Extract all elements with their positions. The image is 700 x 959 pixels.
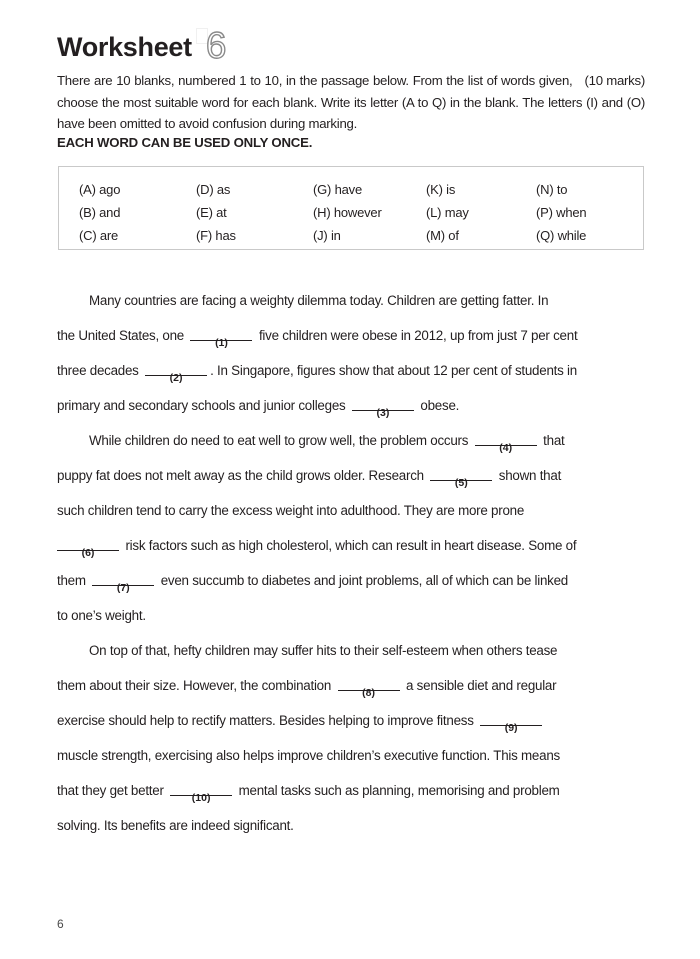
- passage-line: [57, 283, 647, 318]
- word-option: (N) to: [536, 182, 568, 197]
- word-option: (J) in: [313, 228, 341, 243]
- passage-text: five children were obese in 2012, up from just 7 per cent: [255, 328, 578, 343]
- word-bank-column: [196, 178, 313, 247]
- word-option: (D) as: [196, 182, 231, 197]
- passage-text: that they get better: [57, 783, 168, 798]
- passage-line: [57, 598, 647, 633]
- passage-text: obese.: [416, 398, 460, 413]
- word-option: (B) and: [79, 205, 121, 220]
- worksheet-number: 6: [205, 25, 227, 66]
- passage-text: even succumb to diabetes and joint problems, all of which can be linked: [157, 573, 568, 588]
- word-option: (F) has: [196, 228, 236, 243]
- marks-label: (10 marks): [584, 73, 645, 88]
- passage-text: a sensible diet and regular: [402, 678, 557, 693]
- passage-line: [57, 493, 647, 528]
- word-option: (H) however: [313, 205, 382, 220]
- passage-text: them about their size. However, the combination: [57, 678, 335, 693]
- blank-number: (4): [499, 442, 513, 454]
- passage-text: puppy fat does not melt away as the child grows older. Research: [57, 468, 428, 483]
- blank-number: (10): [191, 792, 211, 804]
- word-bank-column: [79, 178, 196, 247]
- word-bank-column: [536, 178, 636, 247]
- each-word-once-note: EACH WORD CAN BE USED ONLY ONCE.: [57, 135, 313, 150]
- word-option: (E) at: [196, 205, 227, 220]
- word-option: (K) is: [426, 182, 456, 197]
- passage-line: [57, 528, 647, 563]
- passage-line: [57, 633, 647, 668]
- word-option: (M) of: [426, 228, 459, 243]
- answer-blank[interactable]: [352, 398, 414, 419]
- passage-text: primary and secondary schools and junior colleges: [57, 398, 349, 413]
- word-bank-column: [426, 178, 536, 247]
- passage-line: [57, 563, 647, 598]
- footer-page-number: 6: [57, 917, 64, 931]
- passage-text: the United States, one: [57, 328, 188, 343]
- answer-blank[interactable]: [57, 538, 119, 559]
- passage-text: mental tasks such as planning, memorising and problem: [235, 783, 560, 798]
- passage-text: . In Singapore, figures show that about 12 per cent of students in: [210, 363, 577, 378]
- passage-line: [57, 773, 647, 808]
- blank-number: (8): [362, 687, 375, 699]
- passage-text: Many countries are facing a weighty dilemma today. Children are getting fatter. In: [89, 293, 549, 308]
- word-option: (G) have: [313, 182, 362, 197]
- passage-text: them: [57, 573, 90, 588]
- passage-text: While children do need to eat well to grow well, the problem occurs: [89, 433, 472, 448]
- word-option: (P) when: [536, 205, 587, 220]
- passage-text: three decades: [57, 363, 143, 378]
- answer-blank[interactable]: [145, 363, 207, 384]
- answer-blank[interactable]: [170, 783, 232, 804]
- word-option: (L) may: [426, 205, 469, 220]
- blank-number: (1): [215, 337, 228, 349]
- passage-line: [57, 668, 647, 703]
- answer-blank[interactable]: [92, 573, 154, 594]
- answer-blank[interactable]: [480, 713, 542, 734]
- passage-line: [57, 318, 647, 353]
- passage-line: [57, 423, 647, 458]
- word-bank-box: [58, 166, 644, 250]
- page-title: Worksheet: [57, 32, 192, 63]
- answer-blank[interactable]: [338, 678, 400, 699]
- passage-text: solving. Its benefits are indeed significant.: [57, 818, 294, 833]
- blank-number: (3): [376, 407, 390, 419]
- instructions-body: There are 10 blanks, numbered 1 to 10, in the passage below. From the list of words given, choose the most suitable word for each blank. Write its letter (A to Q) in the blank. The letters (I) and (O) have been omitted to avoid confusion during marking.: [57, 73, 645, 131]
- word-option: (C) are: [79, 228, 119, 243]
- page-header: [57, 25, 227, 66]
- blank-number: (7): [116, 582, 130, 594]
- passage-text: exercise should help to rectify matters. Besides helping to improve fitness: [57, 713, 478, 728]
- answer-blank[interactable]: [430, 468, 492, 489]
- passage-text: that: [539, 433, 565, 448]
- passage-body: [57, 283, 647, 843]
- passage-line: [57, 738, 647, 773]
- passage-line: [57, 353, 647, 388]
- answer-blank[interactable]: [475, 433, 537, 454]
- blank-number: (5): [454, 477, 468, 489]
- passage-text: On top of that, hefty children may suffer hits to their self-esteem when others tease: [89, 643, 558, 658]
- passage-text: shown that: [495, 468, 562, 483]
- word-bank-column: [313, 178, 426, 247]
- answer-blank[interactable]: [190, 328, 252, 349]
- passage-text: such children tend to carry the excess weight into adulthood. They are more prone: [57, 503, 525, 518]
- passage-text: to one’s weight.: [57, 608, 146, 623]
- passage-text: risk factors such as high cholesterol, which can result in heart disease. Some of: [122, 538, 577, 553]
- passage-line: [57, 458, 647, 493]
- blank-number: (9): [504, 722, 518, 734]
- blank-number: (2): [169, 372, 183, 384]
- word-option: (Q) while: [536, 228, 587, 243]
- blank-number: (6): [81, 547, 95, 559]
- passage-line: [57, 808, 647, 843]
- passage-text: muscle strength, exercising also helps improve children’s executive function. This means: [57, 748, 560, 763]
- instructions-text: [57, 70, 645, 135]
- passage-line: [57, 703, 647, 738]
- passage-line: [57, 388, 647, 423]
- word-option: (A) ago: [79, 182, 121, 197]
